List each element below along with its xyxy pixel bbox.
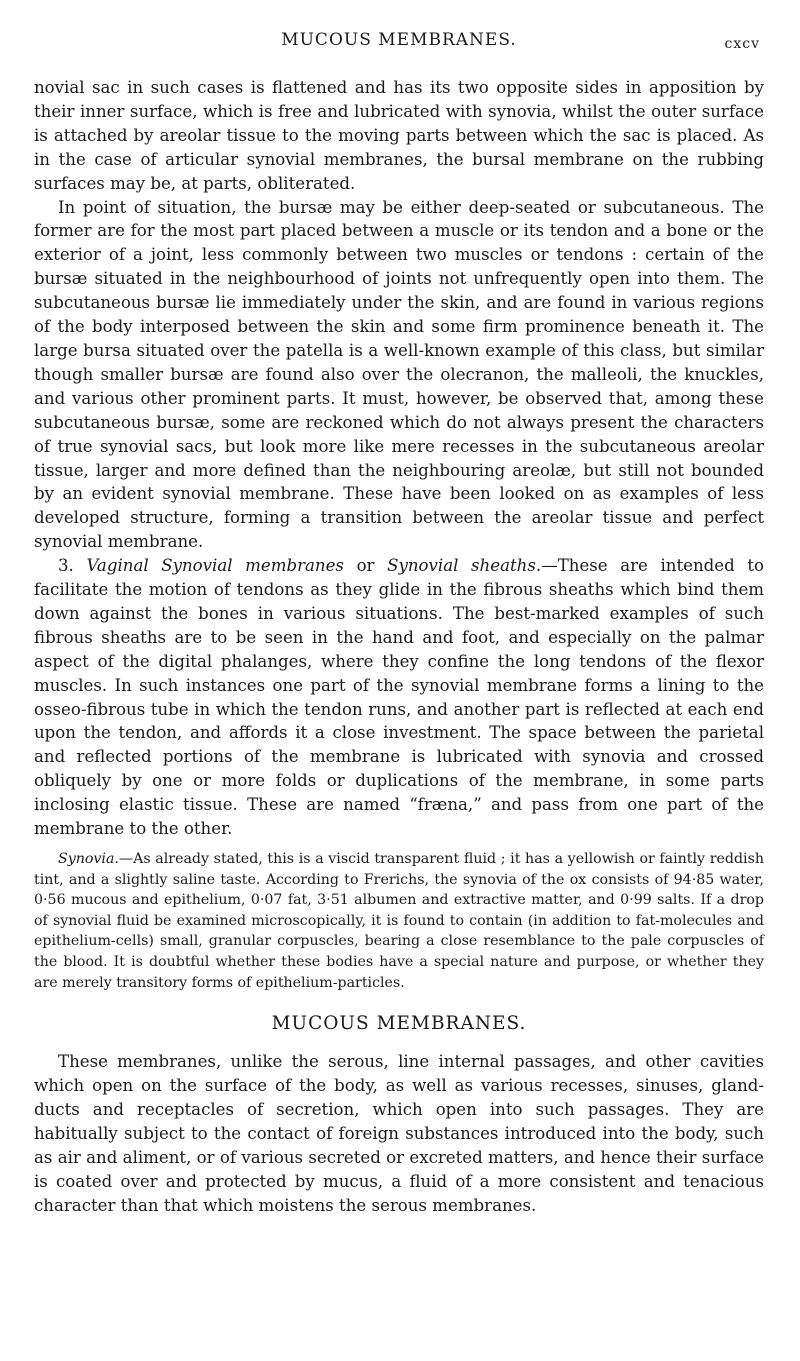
paragraph-mucous-intro: These membranes, unlike the serous, line internal passages, and other cavities which open on the surface of the body, as well as various recesses, sinuses, gland-ducts and receptacles of secretion, which open into such passages. They are habitually subject to the contact of foreign substances introduced into the body, such as air and aliment, or of various secreted or excreted matters, and hence their surface is coated over and protected by mucus, a fluid of a more consistent and tenacious character than that which moistens the serous membranes. (34, 1052, 764, 1215)
note-synovia-body: —As already stated, this is a viscid transparent fluid ; it has a yellowish or faintly reddish tint, and a slightly saline taste. According to Frerichs, the synovia of the ox consists of 94·85 water, 0·56 mucous and epithelium, 0·07 fat, 3·51 albumen and extractive matter, and 0·99 salts. If a drop of synovial fluid be examined microscopically, it is found to contain (in addition to fat-molecules and epithelium-cells) small, granular corpuscles, bearing a close resemblance to the pale corpuscles of the blood. It is doubtful whether these bodies have a special nature and purpose, or whether they are merely transitory forms of epithelium-particles. (34, 851, 764, 991)
page-number: cxcv (724, 36, 760, 52)
term-vaginal-synovial-membranes: Vaginal Synovial membranes (86, 556, 344, 576)
list-number: 3. (58, 556, 74, 576)
paragraph-bursae-situation: In point of situation, the bursæ may be either deep-seated or subcutaneous. The former are for the most part placed between a muscle or its tendon and a bone or the exterior of a joint, less commonly between two muscles or tendons : certain of the bursæ situated in the neighbourhood of joints not unfrequently open into them. The subcutaneous bursæ lie immediately under the skin, and are found in various regions of the body interposed between the skin and some firm prominence beneath it. The large bursa situated over the patella is a well-known example of this class, but similar though smaller bursæ are found also over the olecranon, the malleoli, the knuckles, and various other prominent parts. It must, however, be observed that, among these subcutaneous bursæ, some are reckoned which do not always present the characters of true synovial sacs, but look more like mere recesses in the subcutaneous areolar tissue, larger and more defined than the neighbouring areolæ, but still not bounded by an evident synovial membrane. These have been looked on as examples of less developed structure, forming a transition between the areolar tissue and perfect synovial membrane. (34, 197, 764, 552)
note-synovia (34, 849, 764, 993)
paragraph-vaginal-synovial-body: —These are intended to facilitate the motion of tendons as they glide in the fibrous sheaths which bind them down against the bones in various situations. The best-marked examples of such fibrous sheaths are to be seen in the hand and foot, and especially on the palmar aspect of the digital phalanges, where they confine the long tendons of the flexor muscles. In such instances one part of the synovial membrane forms a lining to the osseo-fibrous tube in which the tendon runs, and another part is reflected at each end upon the tendon, and affords it a close investment. The space between the parietal and reflected portions of the membrane is lubricated with synovia and crossed obliquely by one or more folds or duplications of the membrane, in some parts inclosing elastic tissue. These are named “fræna,” and pass from one part of the membrane to the other. (34, 556, 765, 839)
running-head (34, 28, 764, 76)
conjunction-or: or (356, 556, 375, 576)
paragraph-vaginal-synovial (34, 554, 764, 841)
section-heading: MUCOUS MEMBRANES. (271, 1013, 527, 1035)
paragraph-bursal-sac: novial sac in such cases is flattened and has its two opposite sides in apposition by their inner surface, which is free and lubricated with synovia, whilst the outer surface is attached by areolar tissue to the moving parts between which the sac is placed. As in the case of articular synovial membranes, the bursal membrane on the rubbing surfaces may be, at parts, obliterated. (34, 78, 764, 193)
running-title: MUCOUS MEMBRANES. (281, 30, 517, 50)
term-synovial-sheaths: Synovial sheaths. (387, 556, 542, 576)
term-synovia: Synovia. (58, 851, 119, 867)
